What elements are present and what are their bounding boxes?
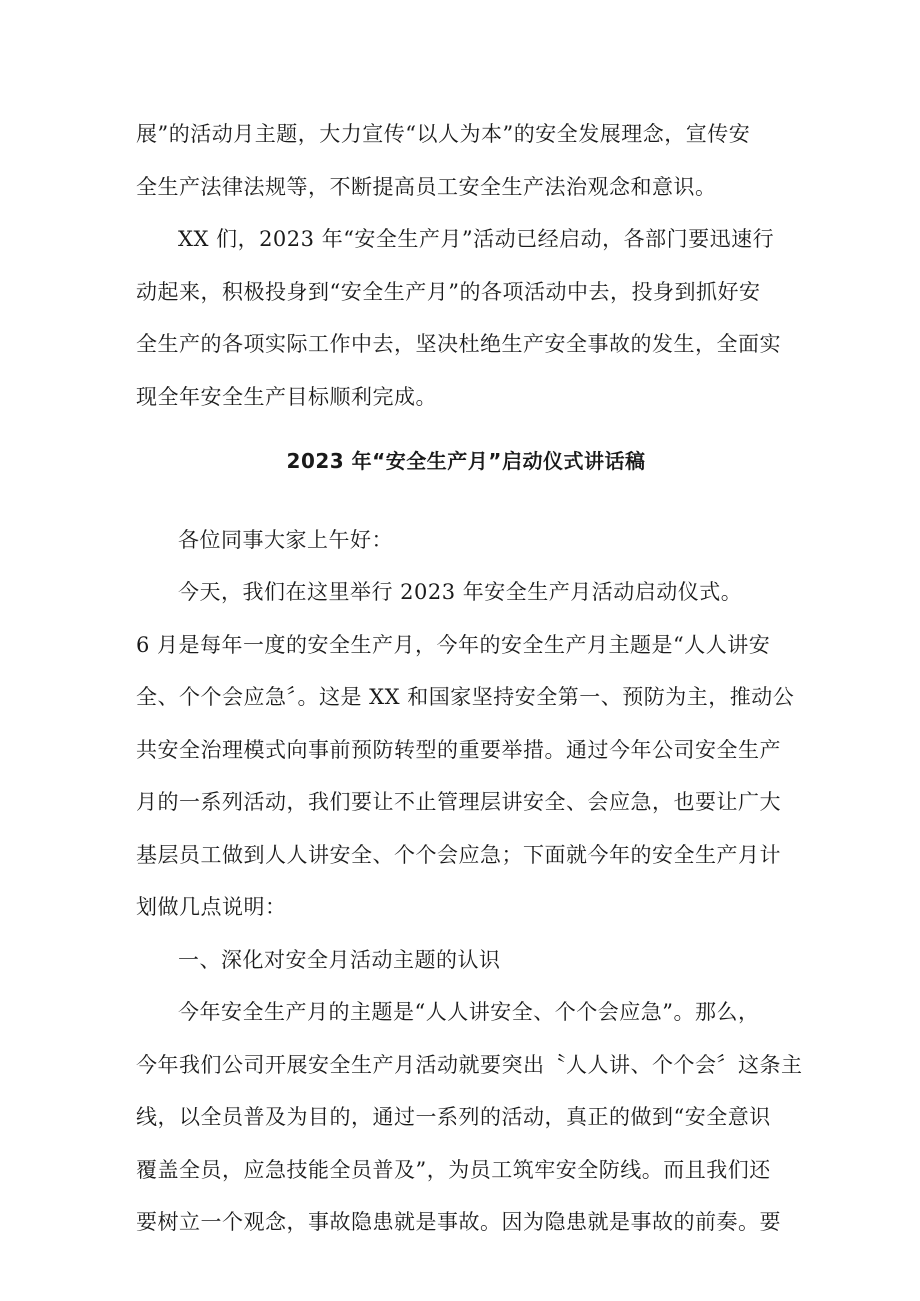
section-line-4: 覆盖全员，应急技能全员普及”，为员工筑牢安全防线。而且我们还 [136, 1157, 771, 1182]
theme-line-4: 月的一系列活动，我们要让不止管理层讲安全、会应急，也要让广大 [136, 790, 781, 814]
document-page [136, 108, 803, 1249]
closing-line-2: 动起来，积极投身到“安全生产月”的各项活动中去，投身到抓好安 [136, 279, 761, 304]
section-line-2: 今年我们公司开展安全生产月活动就要突出〝人人讲、个个会〞这条主 [136, 1052, 803, 1077]
theme-line-1: 6 月是每年一度的安全生产月，今年的安全生产月主题是“人人讲安 [136, 632, 771, 657]
intro-line-2: 全生产法律法规等，不断提高员工安全生产法治观念和意识。 [136, 174, 717, 199]
theme-line-3: 共安全治理模式向事前预防转型的重要举措。通过今年公司安全生产 [136, 737, 781, 762]
opening-line: 今天，我们在这里举行 2023 年安全生产月活动启动仪式。 [178, 580, 743, 604]
section-line-3: 线，以全员普及为目的，通过一系列的活动，真正的做到“安全意识 [136, 1105, 771, 1129]
section-heading: 一、深化对安全月活动主题的认识 [178, 947, 501, 972]
section-line-5: 要树立一个观念，事故隐患就是事故。因为隐患就是事故的前奏。要 [136, 1210, 781, 1234]
theme-line-2: 全、个个会应急〞。这是 XX 和国家坚持安全第一、预防为主，推动公 [136, 685, 795, 709]
closing-line-3: 全生产的各项实际工作中去，坚决杜绝生产安全事故的发生，全面实 [136, 332, 781, 356]
theme-line-6: 划做几点说明： [136, 895, 287, 919]
closing-line-4: 现全年安全生产目标顺利完成。 [136, 384, 437, 409]
closing-line-1: XX 们，2023 年“安全生产月”活动已经启动，各部门要迅速行 [178, 227, 775, 251]
intro-line-1: 展”的活动月主题，大力宣传“以人为本”的安全发展理念，宣传安 [136, 122, 751, 146]
speech-title: 2023 年“安全生产月”启动仪式讲话稿 [286, 449, 646, 473]
greeting: 各位同事大家上午好： [178, 527, 393, 552]
theme-line-5: 基层员工做到人人讲安全、个个会应急；下面就今年的安全生产月计 [136, 842, 781, 867]
section-line-1: 今年安全生产月的主题是“人人讲安全、个个会应急”。那么， [178, 1000, 760, 1024]
